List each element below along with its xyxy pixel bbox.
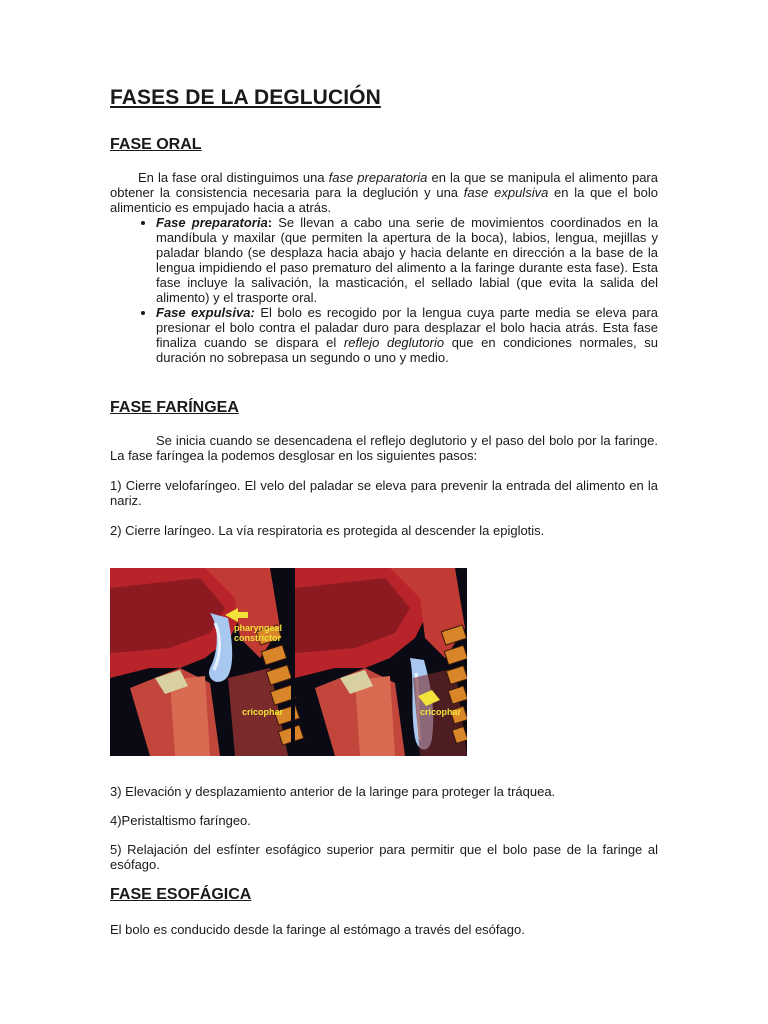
section-heading-esofagica: FASE ESOFÁGICA [110, 886, 252, 903]
esofagica-paragraph: El bolo es conducido desde la faringe al estómago a través del esófago. [110, 922, 525, 937]
bullet-label: Fase preparatoria [156, 215, 268, 230]
bullet-colon: : [267, 215, 273, 230]
bullet-text: El bolo es recogido por la lengua cuya parte media se eleva para presionar el bolo contra el paladar duro para desplazar el bolo hacia atrás. Esta fase finaliza cuando se dispara el [156, 305, 658, 350]
faringea-intro-paragraph: Se inicia cuando se desencadena el reflejo deglutorio y el paso del bolo por la faringe. La fase faríngea la podemos desglosar en los siguientes pasos: [110, 433, 658, 463]
oral-intro-paragraph [110, 170, 658, 215]
oral-bullet-list [110, 215, 658, 365]
label-constrictor: constrictor [234, 633, 282, 643]
bullet-text: Se llevan a cabo una serie de movimientos coordinados en la mandíbula y maxilar (que permiten la apertura de la boca), labios, lengua, mejillas y paladar blando (se desplaza hacia abajo y hacia delante en dirección a la base de la lengua impidiendo el paso prematuro del alimento a la faringe durante esta fase). Esta fase incluye la salivación, la masticación, el sellado labial (que evita la salida del alimento) y el trasporte oral. [156, 215, 659, 305]
oral-intro-text-2: en la que se manipula el alimento para obtener la consistencia necesaria para la deglución y una [110, 170, 658, 200]
oral-intro-text-1: En la fase oral distinguimos una [138, 170, 329, 185]
oral-intro-text-3: en la que el bolo alimenticio es empujado hacia a atrás. [110, 185, 658, 215]
swallow-anatomy-figure [110, 568, 658, 756]
label-cricophar-right: cricophar [420, 707, 462, 717]
oral-intro-emphasis-2: fase expulsiva [463, 185, 549, 200]
step-3: 3) Elevación y desplazamiento anterior de la laringe para proteger la tráquea. [110, 784, 556, 799]
bullet-fase-expulsiva [156, 305, 658, 365]
step-2: 2) Cierre laríngeo. La vía respiratoria es protegida al descender la epiglotis. [110, 523, 545, 538]
step-4: 4)Peristaltismo faríngeo. [110, 813, 251, 828]
anatomy-image [110, 568, 467, 756]
step-5: 5) Relajación del esfínter esofágico superior para permitir que el bolo pase de la faringe al esófago. [110, 842, 658, 872]
bullet-text: que en condiciones normales, su duración no sobrepasa un segundo o uno y medio. [156, 335, 658, 365]
label-cricophar-left: cricophar [242, 707, 284, 717]
document-page [110, 86, 658, 937]
page-title: FASES DE LA DEGLUCIÓN [110, 86, 381, 109]
section-heading-faringea: FASE FARÍNGEA [110, 399, 239, 416]
step-1: 1) Cierre velofaríngeo. El velo del paladar se eleva para prevenir la entrada del alimento en la nariz. [110, 478, 658, 508]
label-pharyngeal: pharyngeal [234, 623, 283, 633]
oral-intro-emphasis-1: fase preparatoria [328, 170, 428, 185]
bullet-fase-preparatoria [156, 215, 658, 305]
section-heading-oral: FASE ORAL [110, 136, 202, 153]
bullet-label: Fase expulsiva: [156, 305, 255, 320]
bullet-emphasis: reflejo deglutorio [343, 335, 445, 350]
